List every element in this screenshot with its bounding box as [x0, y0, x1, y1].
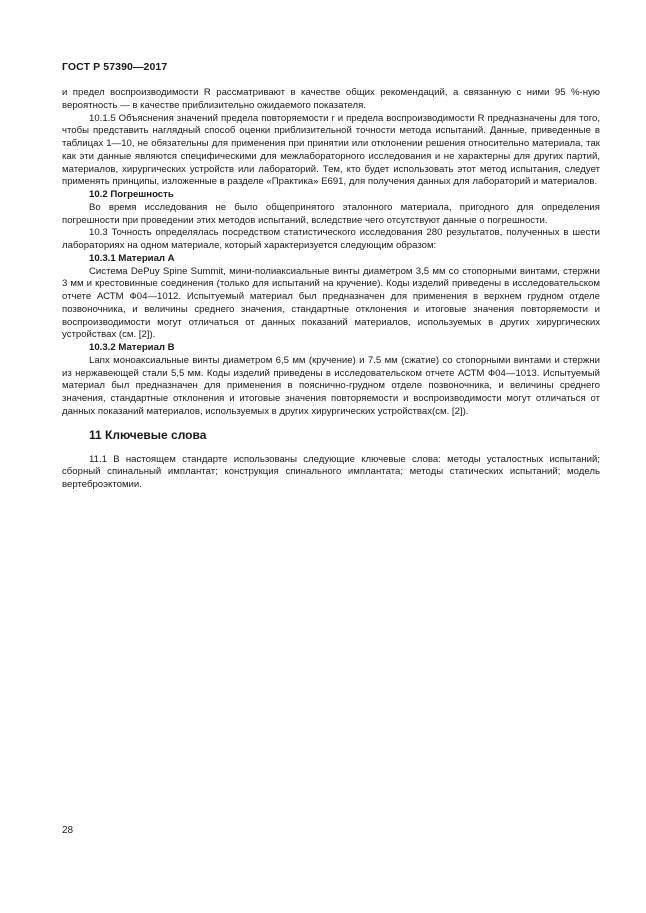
- paragraph-10-3: 10.3 Точность определялась посредством статистического исследования 280 результатов, полученных в шести лабораториях на одном материале, который характеризуется следующим образом:: [62, 227, 600, 251]
- heading-10-2: 10.2 Погрешность: [89, 189, 174, 200]
- paragraph-11-1: 11.1 В настоящем стандарте использованы следующие ключевые слова: методы усталостных испытаний; сборный спинальный имплантат; конструкция спинального имплантата; методы статических испытаний; модель вертеброэктомии.: [62, 453, 600, 490]
- section-11-heading: 11 Ключевые слова: [89, 427, 207, 442]
- document-body: [62, 87, 600, 492]
- page-number: 28: [62, 825, 74, 836]
- heading-10-3-2: 10.3.2 Материал B: [89, 342, 175, 353]
- paragraph-10-3-1: Система DePuy Spine Summit, мини-полиаксиальные винты диаметром 3,5 мм со стопорными винтами, стержни 3 мм и крестовинные соединения (только для испытаний на кручение). Коды изделий приведены в исследовательском отчете АСТМ Ф04—1012. Испытуемый материал был предназначен для применения в верхнем грудном отделе позвоночника, и величины среднего значения, стандартные отклонения и итоговые значения повторяемости и воспроизводимости могут отличаться от данных показаний материалов, используемых в других хирургических устройствах (см. [2]).: [62, 265, 600, 341]
- paragraph-10-1-5: 10.1.5 Объяснения значений предела повторяемости r и предела воспроизводимости R предназначены для того, чтобы представить наглядный способ оценки приблизительной точности метода испытаний. Данные, приведенные в таблицах 1—10, не обязательны для применения при принятии или отклонении решения относительно материала, так как эти данные являются специфическими для межлабораторного исследования и не характерны для других партий, материалов, хирургических устройств или лабораторий. Тем, кто будет использовать этот метод испытания, следует применять принципы, изложенные в разделе «Практика» E691, для получения данных для лабораторий и материалов.: [62, 112, 600, 188]
- document-header: ГОСТ Р 57390—2017: [62, 61, 168, 73]
- paragraph-continuation: и предел воспроизводимости R рассматривают в качестве общих рекомендаций, а связанную с ними 95 %-ную вероятность — в качестве приблизительно ожидаемого показателя.: [62, 87, 600, 111]
- paragraph-10-3-2: Lanx моноаксиальные винты диаметром 6,5 мм (кручение) и 7.5 мм (сжатие) со стопорными винтами и стержни из нержавеющей стали 5,5 мм. Коды изделий приведены в исследовательском отчете АСТМ Ф04—1013. Испытуемый материал был предназначен для применения в пояснично-грудном отделе позвоночника, и величины среднего значения, стандартные отклонения и итоговые значения повторяемости и воспроизводимости могут отличаться от данных показаний материалов, используемых в других хирургических устройствах(см. [2]).: [62, 354, 600, 417]
- paragraph-10-2: Во время исследования не было общепринятого эталонного материала, пригодного для определения погрешности при проведении этих методов испытаний, вследствие чего отсутствуют данные о погрешности.: [62, 201, 600, 226]
- heading-10-3-1: 10.3.1 Материал A: [89, 252, 175, 264]
